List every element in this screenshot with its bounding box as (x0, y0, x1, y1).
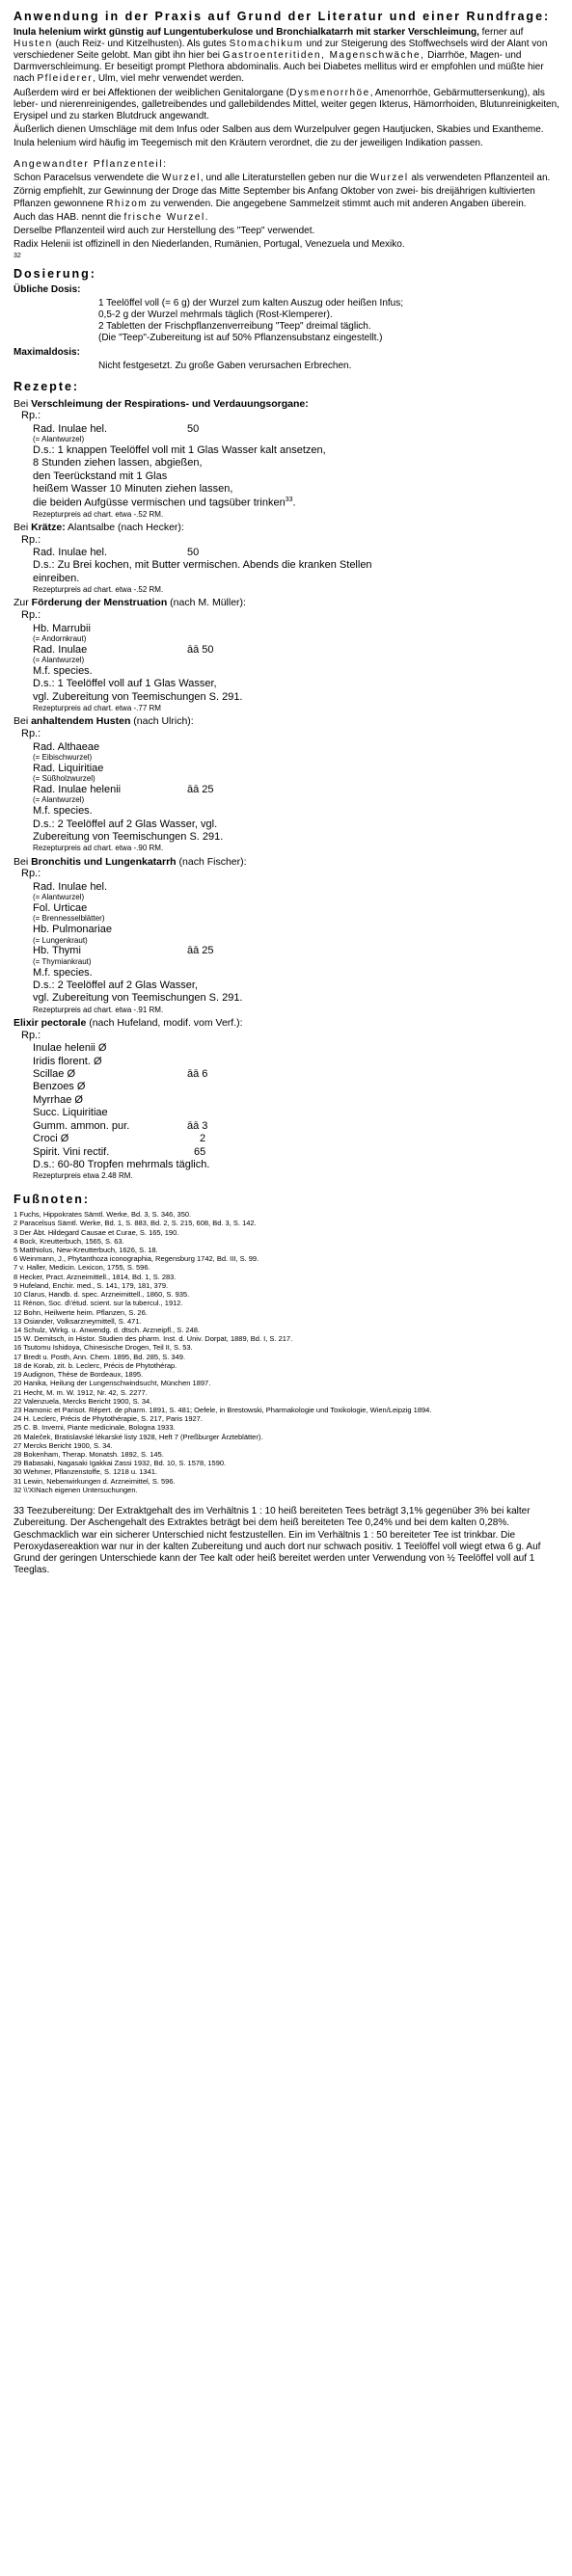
recipe (14, 715, 560, 852)
recipe-indication (14, 522, 560, 534)
ingredient-qty: āā 50 (187, 643, 214, 656)
ingredient-qty: āā 25 (187, 945, 214, 957)
pflanzenteil-p2 (14, 186, 560, 209)
ingredient-note: (= Süßholzwurzel) (33, 774, 95, 784)
indication-bold: anhaltendem Husten (31, 715, 131, 728)
text-run: Auch das HAB. nennt die (14, 211, 124, 223)
footnote: 4 Bock, Kreutterbuch, 1565, S. 63. (14, 1236, 124, 1246)
recipe-indication (14, 1017, 560, 1030)
ingredient-name: Croci Ø (33, 1133, 69, 1145)
text-run: als verwendeten Pflanzenteil an. (408, 173, 551, 184)
ingredient-note: (= Alantwurzel) (33, 656, 85, 665)
pflanzenteil-heading: Angewandter Pflanzenteil: (14, 157, 168, 170)
praxis-intro (14, 27, 560, 86)
ds-line (33, 496, 560, 510)
footnote: 13 Osiander, Volksarzneymittell, S. 471. (14, 1316, 142, 1326)
spaced-term: frische Wurzel (123, 211, 205, 223)
dose-usual-values (14, 298, 560, 345)
ingredient-name: Rad. Althaeae (33, 740, 100, 753)
mf-line: M.f. species. (33, 665, 93, 678)
footnote: 12 Bohn, Heilwerte heim. Pflanzen, S. 26. (14, 1307, 148, 1317)
ingredient-row (33, 1146, 560, 1159)
text-run: Bei (14, 521, 32, 533)
text-run: zu verwenden. Die angegebene Sammelzeit stimmt auch mit anderen Angaben überein. (148, 198, 527, 209)
ingredient-qty: āā 3 (187, 1119, 208, 1132)
section-dosierung (14, 267, 560, 372)
dose-line: 2 Tabletten der Frischpflanzenverreibung "Teep" dreimal täglich. (98, 321, 371, 333)
rp-label: Rp.: (21, 609, 41, 622)
footnote: 29 Babasaki, Nagasaki Igakkai Zassi 1932, Bd. 10, S. 1578, 1590. (14, 1459, 227, 1468)
ds-line: D.s.: 2 Teelöffel auf 2 Glas Wasser, (33, 979, 198, 992)
footnote: 21 Hecht, M. m. W. 1912, Nr. 42, S. 2277. (14, 1387, 148, 1397)
ds-line: vgl. Zubereitung von Teemischungen S. 291. (33, 690, 243, 703)
dose-max-text: Nicht festgesetzt. Zu große Gaben verursachen Erbrechen. (98, 360, 352, 371)
ingredient-note: (= Alantwurzel) (33, 435, 85, 444)
ingredient-name: Inulae helenii Ø (33, 1042, 107, 1055)
text-run: (auch Reiz- und Kitzelhusten). Als gutes (52, 38, 230, 49)
indication-bold: Elixir pectorale (14, 1017, 87, 1030)
footnote: 3 Der Äbt. Hildegard Causae et Curae, S. 165, 190. (14, 1227, 179, 1237)
footnote: 1 Fuchs, Hippokrates Sämtl. Werke, Bd. 3, S. 346, 350. (14, 1210, 192, 1220)
footnote: 22 Valenzuela, Mercks Bericht 1900, S. 34. (14, 1396, 152, 1406)
ingredient-qty: 50 (187, 422, 200, 435)
footnote: 14 Schulz, Wirkg. u. Anwendg. d. dtsch. Arzneipfl., S. 248. (14, 1325, 201, 1334)
ds-line: heißem Wasser 10 Minuten ziehen lassen, (33, 483, 233, 496)
ingredient-row (33, 423, 560, 436)
dose-max (14, 347, 560, 359)
rp-label: Rp.: (21, 533, 41, 546)
ingredient-name: Rad. Inulae hel. (33, 880, 108, 893)
ingredient-qty: āā 25 (187, 784, 214, 796)
footnote: 31 Lewin, Nebenwirkungen d. Arzneimittel, S. 596. (14, 1476, 176, 1486)
indication-bold: Verschleimung der Respirations- und Verdauungsorgane: (31, 397, 309, 410)
recipe-price: Rezepturpreis etwa 2.48 RM. (33, 1171, 133, 1181)
footnote: 19 Audignon, Thèse de Bordeaux, 1895. (14, 1370, 144, 1380)
teezubereitung-text: 33 Teezubereitung: Der Extraktgehalt des im Verhältnis 1 : 10 heiß bereiteten Tees beträgt 3,1% gegenüber 3% bei kalter Zubereitung. Der Aschengehalt des Extraktes beträgt bei dem heiß bereiteten Tee 0,24% und bei dem kalten 0,28%. Geschmacklich war ein sicherer Unterschied nicht festzustellen. Ein im Verhältnis 1 : 50 bereiteter Tee ist trinkbar. Die Peroxydasereaktion war nur in der kalten Zubereitung und auch dort nur schwach positiv. 1 Teelöffel voll wiegt etwa 6 g. Auf Grund der geringen Unterschiede kann der Tee kalt oder heiß bereitet werden unter Verwendung von ½ Teelöffel voll auf 1 Teeglas. (14, 1506, 541, 1576)
footnote: 30 Wehmer, Pflanzenstoffe, S. 1218 u. 1341. (14, 1467, 157, 1477)
ingredient-row (33, 644, 560, 657)
text-run: , Ulm, viel mehr verwendet werden. (93, 73, 245, 85)
footnote-ref: 33 (285, 496, 293, 503)
text-run: (nach M. Müller): (167, 597, 246, 609)
text-run: Bei (14, 397, 32, 410)
dose-usual-label: Übliche Dosis: (14, 283, 81, 295)
rp-label: Rp.: (21, 410, 41, 422)
footnote: 20 Hanika, Heilung der Lungenschwindsucht, München 1897. (14, 1379, 211, 1388)
ingredient-qty: 65 (194, 1145, 206, 1158)
dose-max-values (14, 361, 560, 372)
recipe (14, 398, 560, 519)
ingredient-name: Fol. Urticae (33, 902, 88, 915)
footnote: 32 \\'XINach eigenen Untersuchungen. (14, 1485, 138, 1494)
rp-label: Rp.: (21, 728, 41, 740)
ingredient-name: Rad. Inulae hel. (33, 547, 108, 558)
section-praxis (14, 10, 560, 150)
pflanzenteil-p4: Derselbe Pflanzenteil wird auch zur Herstellung des "Teep" verwendet. (14, 226, 315, 237)
ingredient-row (33, 784, 560, 796)
ingredient-row (33, 1133, 560, 1145)
fussnoten-heading: Fußnoten: (14, 1192, 91, 1206)
ingredient-row (33, 1068, 560, 1081)
praxis-p2 (14, 88, 560, 123)
ds-line: Zubereitung von Teemischungen S. 291. (33, 831, 224, 844)
section-pflanzenteil (14, 158, 560, 261)
ingredient-name: Rad. Liquiritiae (33, 762, 104, 774)
rp-label: Rp.: (21, 1029, 41, 1041)
ingredient-name: Benzoes Ø (33, 1081, 86, 1093)
pflanzenteil-p3 (14, 212, 560, 224)
dose-line: (Die "Teep"-Zubereitung ist auf 50% Pflanzensubstanz eingestellt.) (98, 333, 383, 344)
ds-line: vgl. Zubereitung von Teemischungen S. 291. (33, 992, 243, 1005)
ingredient-qty: 50 (187, 547, 200, 558)
recipe (14, 856, 560, 1014)
indication-bold: Bronchitis und Lungenkatarrh (31, 855, 177, 868)
footnote: 9 Hufeland, Enchir. med., S. 141, 179, 181, 379. (14, 1280, 169, 1290)
recipe-indication (14, 856, 560, 869)
dose-spacer (14, 298, 98, 345)
ingredient-name: Rad. Inulae (33, 643, 88, 656)
ingredient-name: Rad. Inulae helenii (33, 784, 122, 796)
text-run: die beiden Aufgüsse vermischen und tagsüber trinken (33, 496, 286, 509)
text-run: , Amenorrhöe, Gebärmuttersenkung), als leber- und nierenreinigendes, galletreibendes und gallebildendes Mittel, weiter gegen Ikterus, Hämorrhoiden, Blutunreinigkeiten, Erysipel und zu starken Blutdruck angewandt. (14, 87, 559, 121)
ingredient-note: (= Brennesselblätter) (33, 914, 105, 924)
ingredient-note: (= Thymiankraut) (33, 956, 92, 966)
text-run: Schon Paracelsus verwendete die (14, 173, 162, 184)
footnote: 2 Paracelsus Sämtl. Werke, Bd. 1, S. 883, Bd. 2, S. 215, 608, Bd. 3, S. 142. (14, 1219, 257, 1228)
recipe (14, 597, 560, 712)
recipe-price: Rezepturpreis ad chart. etwa -.52 RM. (33, 585, 164, 595)
footnote: 11 Rénon, Soc. d\'étud. scient. sur la tubercul., 1912. (14, 1299, 183, 1308)
recipe (14, 522, 560, 595)
dose-line: 1 Teelöffel voll (= 6 g) der Wurzel zum kalten Auszug oder heißen Infus; (98, 297, 404, 309)
ingredient-note: (= Andornkraut) (33, 634, 87, 644)
dose-spacer (14, 361, 98, 372)
dose-usual-text (98, 298, 560, 345)
text-run: (nach Fischer): (176, 855, 247, 868)
ingredient-note: (= Eibischwurzel) (33, 753, 93, 763)
indication-bold: Krätze: (31, 521, 66, 533)
pflanzenteil-p5: Radix Helenii ist offizinell in den Niederlanden, Rumänien, Portugal, Venezuela und Mexiko. (14, 239, 405, 251)
text-run: Zörnig empfiehlt, zur Gewinnung der Droge das Mitte September bis Anfang Oktober von zwei- bis dreijährigen kultivierten Pflanzen gewonnene (14, 186, 535, 209)
ds-line: D.s.: 1 knappen Teelöffel voll mit 1 Glas Wasser kalt ansetzen, (33, 443, 326, 456)
ingredient-name: Hb. Thymi (33, 945, 81, 957)
indication-bold: Förderung der Menstruation (31, 597, 168, 609)
spaced-term: Wurzel (369, 173, 409, 184)
text-run: . (204, 211, 208, 223)
ingredient-name: Rad. Inulae hel. (33, 422, 108, 435)
section-fussnoten (14, 1193, 560, 1495)
ingredient-name: Hb. Pulmonariae (33, 924, 112, 936)
footnote: 25 C. B. Inverni, Piante medicinale, Bologna 1933. (14, 1423, 176, 1433)
ds-line: den Teerückstand mit 1 Glas (33, 470, 168, 482)
ingredient-note: (= Alantwurzel) (33, 795, 85, 805)
recipe-price: Rezepturpreis ad chart. etwa -.91 RM. (33, 1005, 164, 1014)
dose-usual (14, 284, 560, 296)
ingredient-row (33, 1120, 560, 1133)
footnote: 6 Weinmann, J., Phytanthoza iconographia, Regensburg 1742, Bd. III, S. 99. (14, 1254, 259, 1264)
footnote: 15 W. Demitsch, in Histor. Studien des pharm. Inst. d. Univ. Dorpat, 1889, Bd. I, S. 217. (14, 1334, 293, 1344)
text-run: Alantsalbe (nach Hecker): (65, 521, 184, 533)
spaced-term: Rhizom (106, 198, 149, 209)
section-teezubereitung (14, 1506, 560, 1576)
ingredient-name: Myrrhae Ø (33, 1093, 83, 1106)
text-run: . (292, 496, 296, 509)
footnote: 10 Clarus, Handb. d. spec. Arzneimittell., 1860, S. 935. (14, 1290, 190, 1300)
ds-line: D.s.: 1 Teelöffel voll auf 1 Glas Wasser, (33, 678, 217, 690)
ingredient-name: Iridis florent. Ø (33, 1055, 102, 1067)
dose-max-label: Maximaldosis: (14, 346, 80, 358)
text-run: Zur (14, 597, 32, 609)
ingredient-note: (= Lungenkraut) (33, 935, 88, 945)
spaced-term: Wurzel (161, 173, 201, 184)
text-run: Außerdem wird er bei Affektionen der weiblichen Genitalorgane ( (14, 87, 290, 98)
recipe-price: Rezepturpreis ad chart. etwa -.90 RM. (33, 844, 164, 853)
text-run: (nach Hufeland, modif. vom Verf.): (86, 1017, 243, 1030)
dosierung-heading: Dosierung: (14, 266, 96, 281)
footnote: 16 Tsutomu Ishidoya, Chinesische Drogen, Teil II, S. 53. (14, 1343, 193, 1353)
ds-line: einreiben. (33, 572, 80, 584)
recipe-indication (14, 398, 560, 411)
praxis-heading: Anwendung in der Praxis auf Grund der Literatur und einer Rundfrage: (14, 10, 551, 23)
ingredient-row (33, 547, 560, 559)
footnote: 24 H. Leclerc, Précis de Phytothérapie, S. 217, Paris 1927. (14, 1414, 203, 1424)
ingredient-name: Hb. Marrubii (33, 622, 91, 634)
footnote: 27 Mercks Bericht 1900, S. 34. (14, 1440, 113, 1450)
ingredient-name: Spirit. Vini rectif. (33, 1145, 110, 1158)
ds-line: D.s.: Zu Brei kochen, mit Butter vermischen. Abends die kranken Stellen (33, 559, 372, 572)
recipe-price: Rezepturpreis ad chart. etwa -.52 RM. (33, 509, 164, 519)
mf-line: M.f. species. (33, 966, 93, 979)
text-run: und zur Steigerung des Stoffwechsels wird der Alant von verschiedener Seite gelobt. Man gibt ihn hier bei (14, 38, 548, 61)
spaced-term: Stomachikum (229, 38, 304, 49)
ingredient-name: Gumm. ammon. pur. (33, 1119, 130, 1132)
spaced-term: Gastroenteritiden, Magenschwäche, (222, 50, 425, 61)
footnote: 23 Hamonic et Parisot. Répert. de pharm. 1891, S. 481; Oefele, in Brestowski, Pharmakologie und Toxikologie, Wien/Leipzig 1894. (14, 1405, 432, 1414)
praxis-p4: Inula helenium wird häufig im Teegemisch mit den Kräutern verordnet, die zu der jeweiligen Indikation passen. (14, 138, 483, 149)
pflanzenteil-p1 (14, 173, 560, 184)
ds-line: D.s.: 2 Teelöffel auf 2 Glas Wasser, vgl. (33, 818, 218, 830)
recipe-price: Rezepturpreis ad chart. etwa -.77 RM (33, 704, 161, 713)
praxis-intro-bold: Inula helenium wirkt günstig auf Lungentuberkulose und Bronchialkatarrh mit starker Verschleimung, (14, 26, 479, 38)
spaced-term: Dysmenorrhöe (289, 87, 370, 98)
text-run: Bei (14, 715, 32, 728)
footnote: 18 de Korab, zit. b. Leclerc, Précis de Phytothérap. (14, 1360, 177, 1370)
dose-line: 0,5-2 g der Wurzel mehrmals täglich (Rost-Klemperer). (98, 309, 333, 320)
footnote: 26 Maleček, Bratislavské lékarské listy 1928, Heft 7 (Preßburger Ärzteblätter). (14, 1432, 263, 1441)
spaced-term: Pfleiderer (37, 73, 94, 85)
ingredient-qty: āā 6 (187, 1068, 208, 1081)
text-run: Bei (14, 855, 32, 868)
ingredient-row (33, 945, 560, 957)
rezepte-heading: Rezepte: (14, 379, 80, 393)
ingredient-name: Scillae Ø (33, 1068, 76, 1081)
section-rezepte (14, 380, 560, 1181)
rp-label: Rp.: (21, 868, 41, 880)
ingredient-note: (= Alantwurzel) (33, 893, 85, 902)
text-run: , und alle Literaturstellen geben nur die (200, 173, 370, 184)
footnote: 7 v. Haller, Medicin. Lexicon, 1755, S. 596. (14, 1263, 150, 1273)
page-number: 32 (14, 253, 21, 260)
recipe (14, 1017, 560, 1180)
recipe-indication (14, 715, 560, 728)
text-run: (nach Ulrich): (130, 715, 194, 728)
footnote: 28 Bokenham, Therap. Monatsh. 1892, S. 145. (14, 1450, 164, 1460)
text-run: Diarrhöe, Magen- und Darmverschleimung. Er beseitigt prompt Plethora abdominalis. Auch bei Diabetes mellitus wird er empfohlen und müßte hier nach (14, 50, 544, 85)
ds-line: D.s.: 60-80 Tropfen mehrmals täglich. (33, 1158, 210, 1170)
spaced-term: Husten (14, 38, 53, 49)
text-run: ferner auf (478, 26, 524, 38)
praxis-p3: Äußerlich dienen Umschläge mit dem Infus oder Salben aus dem Wurzelpulver gegen Hautjucken, Skabies und Exantheme. (14, 124, 544, 136)
footnote: 17 Bredt u. Posth, Ann. Chem. 1895, Bd. 285, S. 349. (14, 1352, 186, 1361)
ingredient-qty: 2 (200, 1133, 206, 1145)
footnote: 8 Hecker, Pract. Arzneimittell., 1814, Bd. 1, S. 283. (14, 1272, 177, 1281)
recipe-indication (14, 597, 560, 609)
ds-line: 8 Stunden ziehen lassen, abgießen, (33, 457, 203, 470)
footnote: 5 Matthiolus, New-Kreutterbuch, 1626, S. 18. (14, 1246, 158, 1255)
ingredient-name: Succ. Liquiritiae (33, 1107, 108, 1119)
footnote-list (14, 1210, 560, 1494)
mf-line: M.f. species. (33, 805, 93, 818)
